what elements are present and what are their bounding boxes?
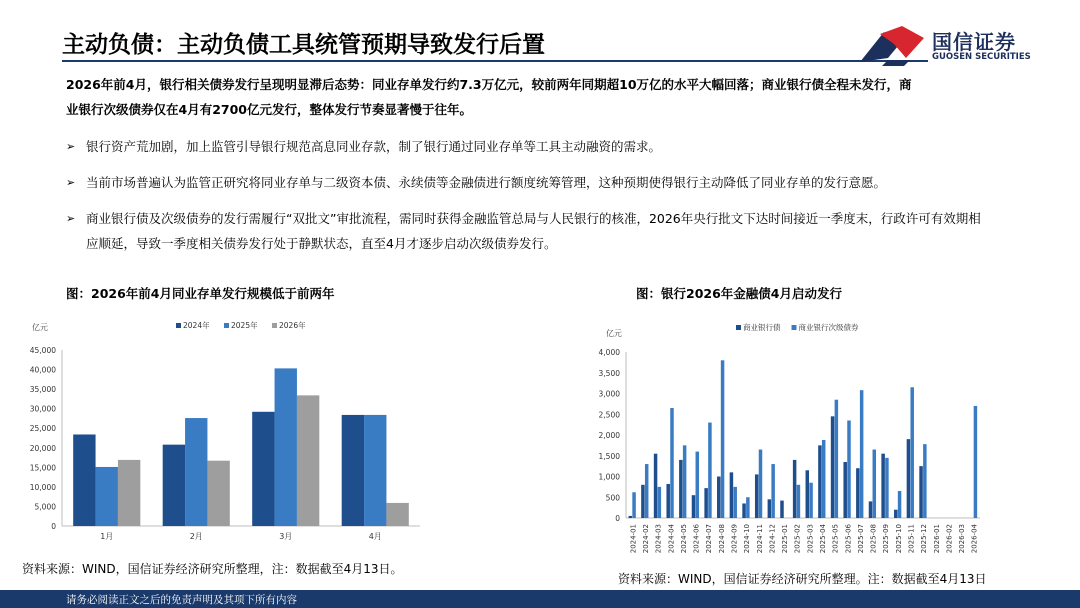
y-tick-label: 1,000 <box>598 472 620 482</box>
company-logo <box>858 24 1038 66</box>
bar-商业银行次级债券 <box>733 487 736 518</box>
x-tick-label: 2024-11 <box>755 524 764 554</box>
bar-商业银行次级债券 <box>658 487 661 518</box>
y-tick-label: 2,000 <box>598 431 620 440</box>
x-tick-label: 2024-01 <box>629 524 638 554</box>
legend-label: 2024年 <box>183 321 210 330</box>
bar-商业银行债 <box>755 474 758 518</box>
x-tick-label: 2024-08 <box>717 524 726 554</box>
y-tick-label: 0 <box>51 522 56 531</box>
bullet-text: 商业银行债及次级债券的发行需履行“双批文”审批流程，需同时获得金融监管总局与人民银行的核准，2026年央行批文下达时间接近一季度末，行政许可有效期相应顺延，导致一季度相关债券发行处于静默状态，直至4月才逐步启动次级债券发行。 <box>86 211 981 251</box>
footer-bar <box>0 590 1080 608</box>
lead-line-2: 业银行次级债券仅在4月有2700亿元发行，整体发行节奏显著慢于往年。 <box>66 102 472 117</box>
bar-商业银行次级债券 <box>797 485 800 518</box>
bar-商业银行次级债券 <box>822 440 825 518</box>
y-tick-label: 5,000 <box>34 502 56 512</box>
bar-商业银行次级债券 <box>771 464 774 518</box>
x-tick-label: 2026-01 <box>932 524 941 554</box>
logo-text-en: GUOSEN SECURITIES <box>932 52 1031 62</box>
bar-商业银行债 <box>768 499 771 518</box>
bar-商业银行债 <box>717 477 720 519</box>
x-tick-label: 3月 <box>279 532 293 541</box>
y-tick-label: 4,000 <box>598 348 620 357</box>
y-tick-label: 40,000 <box>29 365 56 375</box>
left-chart-source: 资料来源：WIND，国信证券经济研究所整理，注：数据截至4月13日。 <box>22 562 403 576</box>
arrow-bullet-icon: ➢ <box>66 212 76 225</box>
x-tick-label: 2025-03 <box>806 524 815 554</box>
bullet-text: 银行资产荒加剧，加上监管引导银行规范高息同业存款，制了银行通过同业存单等工具主动融资的需求。 <box>86 139 662 154</box>
x-tick-label: 4月 <box>368 532 382 541</box>
legend-label: 商业银行次级债券 <box>798 323 859 332</box>
bar-商业银行次级债券 <box>910 387 913 518</box>
legend-swatch <box>272 323 277 328</box>
arrow-bullet-icon: ➢ <box>66 176 76 189</box>
y-tick-label: 3,500 <box>598 368 620 378</box>
bar-商业银行次级债券 <box>835 400 838 518</box>
lead-paragraph <box>66 72 986 122</box>
bar-2026年 <box>386 503 408 526</box>
right-chart-source: 资料来源：WIND，国信证券经济研究所整理。注：数据截至4月13日 <box>618 572 987 586</box>
right-chart-svg <box>588 316 988 566</box>
right-chart-caption: 图：银行2026年金融债4月启动发行 <box>636 286 842 301</box>
y-tick-label: 3,000 <box>598 389 620 399</box>
bar-商业银行债 <box>843 462 846 518</box>
y-tick-label: 45,000 <box>29 346 56 355</box>
x-tick-label: 2025-02 <box>793 524 802 554</box>
x-tick-label: 2025-01 <box>781 524 790 554</box>
bar-商业银行债 <box>780 501 783 518</box>
x-tick-label: 2025-05 <box>831 524 840 554</box>
bar-商业银行债 <box>856 468 859 518</box>
legend-swatch <box>224 323 229 328</box>
x-tick-label: 2025-04 <box>818 524 827 554</box>
bar-商业银行债 <box>679 460 682 518</box>
x-tick-label: 2025-12 <box>920 524 929 554</box>
legend-label: 2025年 <box>231 321 258 330</box>
x-tick-label: 2024-12 <box>768 524 777 554</box>
bar-2025年 <box>364 415 386 526</box>
bar-商业银行债 <box>831 416 834 518</box>
bar-商业银行债 <box>629 516 632 518</box>
y-tick-label: 500 <box>605 493 620 503</box>
page-title: 主动负债：主动负债工具统管预期导致发行后置 <box>62 32 545 58</box>
legend-swatch <box>176 323 181 328</box>
x-tick-label: 2024-05 <box>679 524 688 554</box>
bar-商业银行债 <box>704 488 707 518</box>
bar-商业银行债 <box>919 466 922 518</box>
bar-2026年 <box>207 461 229 526</box>
legend-swatch <box>736 325 741 330</box>
x-tick-label: 2025-07 <box>856 524 865 554</box>
legend-swatch <box>792 325 797 330</box>
bar-商业银行债 <box>730 472 733 518</box>
x-tick-label: 2024-04 <box>667 524 676 554</box>
bar-商业银行债 <box>881 454 884 518</box>
logo-text-cn: 国信证券 <box>932 30 1016 54</box>
y-tick-label: 35,000 <box>29 385 56 395</box>
bar-商业银行次级债券 <box>645 464 648 518</box>
bar-商业银行次级债券 <box>632 492 635 518</box>
right-chart <box>588 316 988 570</box>
x-tick-label: 2024-06 <box>692 524 701 554</box>
x-tick-label: 2026-03 <box>958 524 967 554</box>
x-tick-label: 2025-09 <box>882 524 891 554</box>
bar-商业银行债 <box>641 485 644 518</box>
bar-2024年 <box>252 412 274 526</box>
bar-商业银行次级债券 <box>696 452 699 518</box>
bar-商业银行债 <box>666 484 669 518</box>
bar-2025年 <box>275 368 297 526</box>
bar-商业银行次级债券 <box>759 450 762 518</box>
bar-商业银行债 <box>742 503 745 518</box>
y-tick-label: 25,000 <box>29 424 56 434</box>
bar-商业银行次级债券 <box>860 390 863 518</box>
bar-商业银行次级债券 <box>873 450 876 518</box>
bar-商业银行债 <box>818 445 821 518</box>
bar-2024年 <box>163 445 185 526</box>
left-chart <box>20 312 440 556</box>
bar-2024年 <box>342 415 364 526</box>
y-tick-label: 1,500 <box>598 451 620 461</box>
title-rule <box>62 60 928 62</box>
bar-商业银行债 <box>806 470 809 518</box>
x-tick-label: 2026-04 <box>970 524 979 554</box>
x-tick-label: 2024-03 <box>654 524 663 554</box>
bar-商业银行次级债券 <box>847 420 850 518</box>
bar-2026年 <box>118 460 140 526</box>
bar-商业银行债 <box>869 501 872 518</box>
bar-2025年 <box>185 418 207 526</box>
left-chart-caption: 图：2026年前4月同业存单发行规模低于前两年 <box>66 286 335 301</box>
legend-label: 2026年 <box>279 321 306 330</box>
bar-商业银行债 <box>894 510 897 518</box>
legend-label: 商业银行债 <box>743 323 781 332</box>
y-tick-label: 0 <box>615 514 620 523</box>
bar-商业银行债 <box>793 460 796 518</box>
y-tick-label: 15,000 <box>29 463 56 473</box>
y-tick-label: 20,000 <box>29 443 56 453</box>
bar-2025年 <box>96 467 118 526</box>
y-tick-label: 2,500 <box>598 410 620 420</box>
footer-disclaimer: 请务必阅读正文之后的免责声明及其项下所有内容 <box>66 594 297 606</box>
x-tick-label: 2026-02 <box>945 524 954 554</box>
bar-商业银行次级债券 <box>898 491 901 518</box>
x-tick-label: 2024-10 <box>743 524 752 554</box>
y-axis-unit-label: 亿元 <box>606 329 622 338</box>
bullet-item <box>66 170 986 195</box>
x-tick-label: 2024-09 <box>730 524 739 554</box>
bar-商业银行债 <box>907 439 910 518</box>
x-tick-label: 2025-06 <box>844 524 853 554</box>
bar-商业银行次级债券 <box>670 408 673 518</box>
x-tick-label: 2025-10 <box>894 524 903 554</box>
x-tick-label: 1月 <box>100 532 114 541</box>
bar-商业银行债 <box>692 495 695 518</box>
bar-商业银行次级债券 <box>746 497 749 518</box>
bar-商业银行次级债券 <box>721 360 724 518</box>
y-tick-label: 30,000 <box>29 404 56 414</box>
bar-商业银行次级债券 <box>923 444 926 518</box>
x-tick-label: 2024-07 <box>705 524 714 554</box>
bullet-text: 当前市场普遍认为监管正研究将同业存单与二级资本债、永续债等金融债进行额度统筹管理，这种预期使得银行主动降低了同业存单的发行意愿。 <box>86 175 887 190</box>
bar-商业银行债 <box>654 454 657 518</box>
bar-商业银行次级债券 <box>885 458 888 518</box>
y-tick-label: 10,000 <box>29 482 56 492</box>
bullet-list <box>66 134 986 267</box>
left-chart-svg <box>20 312 440 552</box>
bar-商业银行次级债券 <box>708 423 711 518</box>
logo-mark-icon <box>858 24 928 66</box>
arrow-bullet-icon: ➢ <box>66 140 76 153</box>
x-tick-label: 2月 <box>189 532 203 541</box>
bullet-item <box>66 206 986 256</box>
y-axis-unit-label: 亿元 <box>32 323 48 332</box>
bar-商业银行次级债券 <box>809 483 812 518</box>
lead-line-1: 2026年前4月，银行相关债券发行呈现明显滞后态势：同业存单发行约7.3万亿元，较前两年同期超10万亿的水平大幅回落；商业银行债全程未发行，商 <box>66 77 912 92</box>
x-tick-label: 2024-02 <box>641 524 650 554</box>
bar-商业银行次级债券 <box>683 445 686 518</box>
bar-2026年 <box>297 395 319 526</box>
x-tick-label: 2025-08 <box>869 524 878 554</box>
bar-商业银行次级债券 <box>974 406 977 518</box>
x-tick-label: 2025-11 <box>907 524 916 554</box>
bullet-item <box>66 134 986 159</box>
bar-2024年 <box>73 434 95 526</box>
